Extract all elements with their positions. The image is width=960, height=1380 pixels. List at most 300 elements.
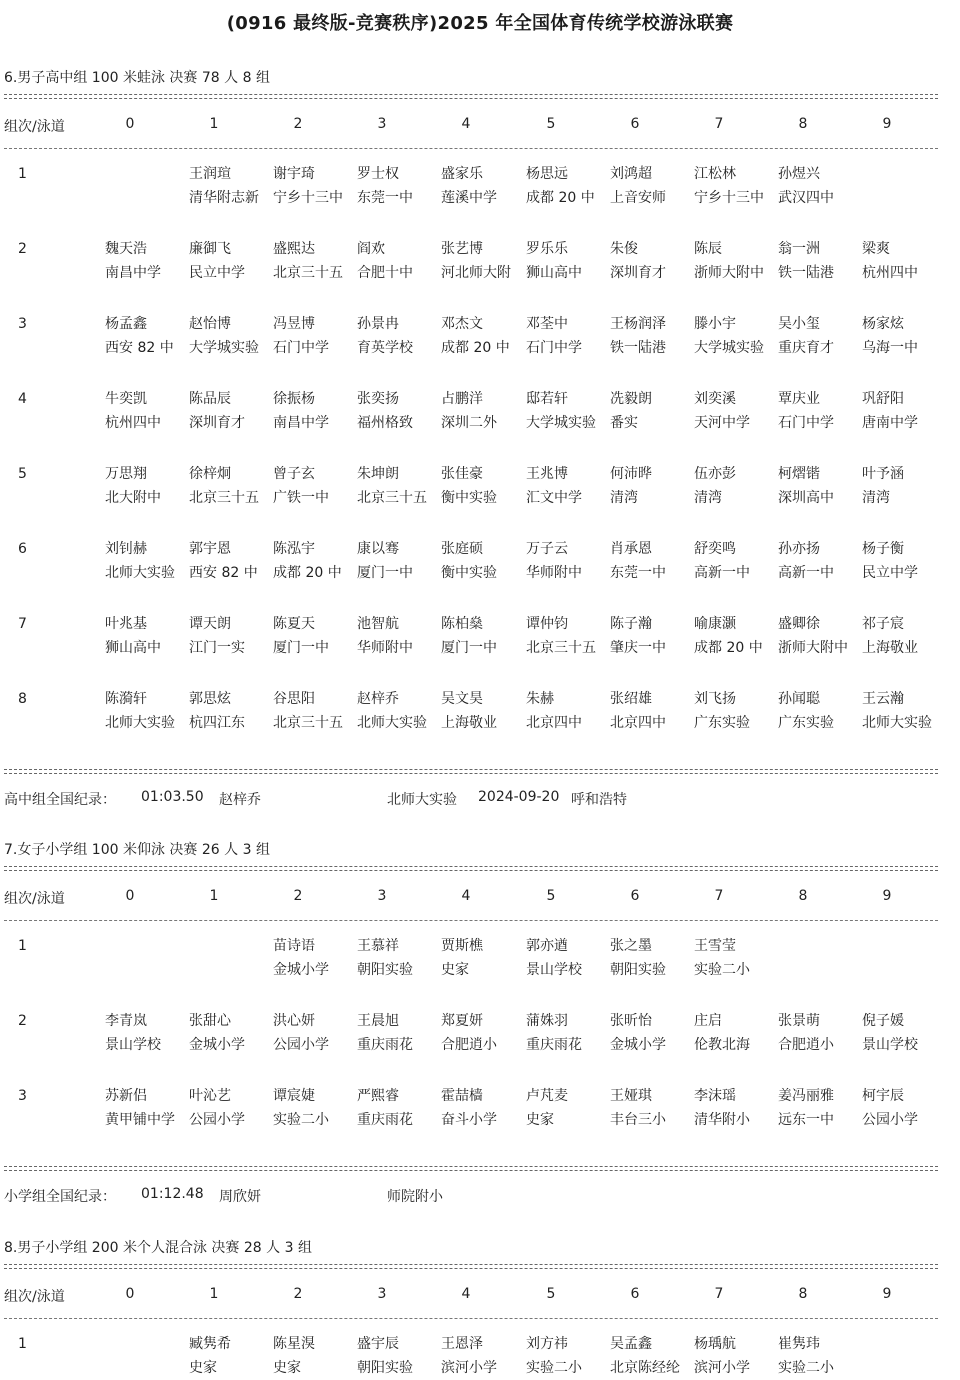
swimmer-entry <box>441 537 527 585</box>
record-holder: 周欣妍 <box>219 1189 261 1205</box>
swimmer-name: 洪心妍 <box>273 1013 315 1029</box>
lane-number: 8 <box>798 888 808 904</box>
swimmer-entry <box>526 162 612 210</box>
lane-number: 4 <box>461 1286 471 1302</box>
swimmer-school: 育英学校 <box>357 340 413 356</box>
swimmer-entry <box>862 687 948 735</box>
swimmer-school: 景山学校 <box>526 962 582 978</box>
swimmer-school: 厦门一中 <box>273 640 329 656</box>
swimmer-name: 王杨润泽 <box>610 316 666 332</box>
swimmer-school: 清湾 <box>694 490 722 506</box>
record-school: 北师大实验 <box>387 792 457 808</box>
rule-single <box>4 148 938 149</box>
swimmer-name: 陈漪轩 <box>105 691 147 707</box>
swimmer-school: 金城小学 <box>189 1037 245 1053</box>
swimmer-entry <box>189 612 275 660</box>
swimmer-name: 张之墨 <box>610 938 652 954</box>
swimmer-school: 广铁一中 <box>273 490 329 506</box>
swimmer-entry <box>189 237 275 285</box>
swimmer-entry <box>105 237 191 285</box>
swimmer-name: 陈泓宇 <box>273 541 315 557</box>
swimmer-entry <box>105 612 191 660</box>
swimmer-school: 江门一实 <box>189 640 245 656</box>
swimmer-school: 铁一陆港 <box>778 265 834 281</box>
record-date: 2024-09-20 <box>478 789 560 805</box>
swimmer-name: 吴孟鑫 <box>610 1336 652 1352</box>
swimmer-entry <box>778 537 864 585</box>
heat-number: 8 <box>18 691 27 707</box>
swimmer-school: 杭州四中 <box>862 265 918 281</box>
record-time: 01:12.48 <box>141 1186 204 1202</box>
swimmer-name: 万思翔 <box>105 466 147 482</box>
swimmer-entry <box>526 687 612 735</box>
swimmer-entry <box>778 462 864 510</box>
swimmer-entry <box>610 162 696 210</box>
swimmer-school: 成都 20 中 <box>526 190 595 206</box>
swimmer-entry <box>610 237 696 285</box>
swimmer-name: 蒲姝羽 <box>526 1013 568 1029</box>
swimmer-entry <box>273 312 359 360</box>
swimmer-school: 清华附小 <box>694 1112 750 1128</box>
swimmer-school: 武汉四中 <box>778 190 834 206</box>
swimmer-entry <box>189 162 275 210</box>
swimmer-school: 杭州四中 <box>105 415 161 431</box>
lane-number: 5 <box>546 116 556 132</box>
swimmer-school: 广东实验 <box>694 715 750 731</box>
swimmer-name: 柯宇辰 <box>862 1088 904 1104</box>
lane-number: 7 <box>714 1286 724 1302</box>
swimmer-entry <box>526 312 612 360</box>
swimmer-name: 严熙睿 <box>357 1088 399 1104</box>
swimmer-entry <box>778 1084 864 1132</box>
swimmer-school: 东莞一中 <box>357 190 413 206</box>
swimmer-school: 大学城实验 <box>189 340 259 356</box>
swimmer-name: 谷思阳 <box>273 691 315 707</box>
swimmer-name: 刘鸿超 <box>610 166 652 182</box>
swimmer-name: 张奕扬 <box>357 391 399 407</box>
swimmer-entry <box>862 462 948 510</box>
swimmer-entry <box>273 687 359 735</box>
heat-number: 1 <box>18 166 27 182</box>
swimmer-school: 金城小学 <box>273 962 329 978</box>
swimmer-entry <box>862 237 948 285</box>
swimmer-entry <box>778 1009 864 1057</box>
swimmer-entry <box>610 1009 696 1057</box>
swimmer-school: 北大附中 <box>105 490 161 506</box>
swimmer-name: 张艺博 <box>441 241 483 257</box>
lane-header-label: 组次/泳道 <box>4 119 65 135</box>
swimmer-name: 池智航 <box>357 616 399 632</box>
swimmer-name: 谭仲钧 <box>526 616 568 632</box>
lane-number: 3 <box>377 888 387 904</box>
swimmer-name: 谭宸婕 <box>273 1088 315 1104</box>
swimmer-name: 霍喆樯 <box>441 1088 483 1104</box>
swimmer-name: 王慕祥 <box>357 938 399 954</box>
swimmer-name: 杨子衡 <box>862 541 904 557</box>
heat-number: 2 <box>18 1013 27 1029</box>
heat-number: 3 <box>18 316 27 332</box>
swimmer-name: 邸若轩 <box>526 391 568 407</box>
rule-single <box>4 1318 938 1319</box>
swimmer-school: 北京三十五 <box>189 490 259 506</box>
rule-double <box>4 94 938 99</box>
swimmer-name: 冼毅朗 <box>610 391 652 407</box>
swimmer-school: 福州格致 <box>357 415 413 431</box>
swimmer-name: 陈品辰 <box>189 391 231 407</box>
swimmer-school: 华师附中 <box>357 640 413 656</box>
swimmer-school: 深圳育才 <box>189 415 245 431</box>
swimmer-school: 北京陈经纶 <box>610 1360 680 1376</box>
swimmer-school: 石门中学 <box>526 340 582 356</box>
swimmer-school: 东莞一中 <box>610 565 666 581</box>
swimmer-name: 谭天朗 <box>189 616 231 632</box>
lane-number: 2 <box>293 116 303 132</box>
swimmer-school: 肇庆一中 <box>610 640 666 656</box>
record-time: 01:03.50 <box>141 789 204 805</box>
swimmer-name: 王娅琪 <box>610 1088 652 1104</box>
lane-number: 3 <box>377 1286 387 1302</box>
swimmer-school: 乌海一中 <box>862 340 918 356</box>
swimmer-school: 北师大实验 <box>862 715 932 731</box>
swimmer-entry <box>273 387 359 435</box>
swimmer-entry <box>189 312 275 360</box>
swimmer-entry <box>189 687 275 735</box>
lane-number: 6 <box>630 116 640 132</box>
lane-number: 0 <box>125 116 135 132</box>
swimmer-name: 李沫瑶 <box>694 1088 736 1104</box>
swimmer-name: 吴小玺 <box>778 316 820 332</box>
swimmer-name: 孙亦扬 <box>778 541 820 557</box>
swimmer-school: 远东一中 <box>778 1112 834 1128</box>
swimmer-entry <box>526 387 612 435</box>
swimmer-name: 郭思炫 <box>189 691 231 707</box>
lane-number: 9 <box>882 1286 892 1302</box>
swimmer-school: 史家 <box>526 1112 554 1128</box>
lane-number: 1 <box>209 116 219 132</box>
swimmer-school: 实验二小 <box>526 1360 582 1376</box>
swimmer-entry <box>357 537 443 585</box>
swimmer-name: 冯昱博 <box>273 316 315 332</box>
swimmer-school: 衡中实验 <box>441 565 497 581</box>
swimmer-name: 臧隽希 <box>189 1336 231 1352</box>
swimmer-name: 王润瑄 <box>189 166 231 182</box>
lane-number: 2 <box>293 1286 303 1302</box>
swimmer-name: 赵梓乔 <box>357 691 399 707</box>
swimmer-entry <box>189 1084 275 1132</box>
swimmer-school: 北师大实验 <box>105 565 175 581</box>
swimmer-entry <box>778 312 864 360</box>
record-label: 高中组全国纪录： <box>4 792 116 808</box>
swimmer-name: 苗诗语 <box>273 938 315 954</box>
swimmer-name: 张绍雄 <box>610 691 652 707</box>
swimmer-entry <box>694 162 780 210</box>
swimmer-entry <box>778 612 864 660</box>
swimmer-school: 深圳二外 <box>441 415 497 431</box>
swimmer-name: 孙煜兴 <box>778 166 820 182</box>
swimmer-name: 肖承恩 <box>610 541 652 557</box>
swimmer-name: 陈夏天 <box>273 616 315 632</box>
swimmer-name: 柯熠锴 <box>778 466 820 482</box>
lane-number: 0 <box>125 1286 135 1302</box>
swimmer-name: 祁子宸 <box>862 616 904 632</box>
record-label: 小学组全国纪录： <box>4 1189 116 1205</box>
swimmer-name: 刘钊赫 <box>105 541 147 557</box>
swimmer-entry <box>610 462 696 510</box>
swimmer-school: 高新一中 <box>778 565 834 581</box>
swimmer-name: 孙闻聪 <box>778 691 820 707</box>
lane-number: 8 <box>798 1286 808 1302</box>
swimmer-school: 铁一陆港 <box>610 340 666 356</box>
swimmer-entry <box>694 1084 780 1132</box>
heat-number: 1 <box>18 1336 27 1352</box>
event-title: 6.男子高中组 100 米蛙泳 决赛 78 人 8 组 <box>4 70 270 86</box>
heat-number: 6 <box>18 541 27 557</box>
heat-number: 3 <box>18 1088 27 1104</box>
swimmer-entry <box>357 237 443 285</box>
swimmer-entry <box>862 537 948 585</box>
swimmer-name: 杨思远 <box>526 166 568 182</box>
swimmer-entry <box>441 687 527 735</box>
swimmer-school: 公园小学 <box>862 1112 918 1128</box>
swimmer-school: 北京三十五 <box>357 490 427 506</box>
swimmer-school: 河北师大附 <box>441 265 511 281</box>
swimmer-entry <box>694 687 780 735</box>
swimmer-school: 北京三十五 <box>273 715 343 731</box>
record-school: 师院附小 <box>387 1189 443 1205</box>
swimmer-school: 清华附志新 <box>189 190 259 206</box>
swimmer-school: 史家 <box>441 962 469 978</box>
record-holder: 赵梓乔 <box>219 792 261 808</box>
swimmer-school: 黄甲铺中学 <box>105 1112 175 1128</box>
swimmer-entry <box>441 934 527 982</box>
swimmer-entry <box>694 612 780 660</box>
swimmer-entry <box>526 612 612 660</box>
swimmer-entry <box>610 537 696 585</box>
swimmer-school: 南昌中学 <box>105 265 161 281</box>
rule-double <box>4 1264 938 1269</box>
swimmer-entry <box>357 934 443 982</box>
lane-number: 2 <box>293 888 303 904</box>
swimmer-school: 公园小学 <box>273 1037 329 1053</box>
swimmer-entry <box>357 312 443 360</box>
swimmer-entry <box>694 237 780 285</box>
swimmer-name: 牛奕凯 <box>105 391 147 407</box>
swimmer-name: 江松林 <box>694 166 736 182</box>
lane-number: 8 <box>798 116 808 132</box>
lane-number: 3 <box>377 116 387 132</box>
swimmer-school: 民立中学 <box>862 565 918 581</box>
swimmer-name: 叶兆基 <box>105 616 147 632</box>
swimmer-school: 宁乡十三中 <box>694 190 764 206</box>
swimmer-entry <box>778 162 864 210</box>
lane-number: 6 <box>630 1286 640 1302</box>
swimmer-entry <box>189 387 275 435</box>
heat-number: 2 <box>18 241 27 257</box>
heat-number: 4 <box>18 391 27 407</box>
swimmer-entry <box>778 237 864 285</box>
swimmer-entry <box>778 687 864 735</box>
swimmer-entry <box>273 612 359 660</box>
swimmer-name: 谢宇琦 <box>273 166 315 182</box>
swimmer-school: 浙师大附中 <box>694 265 764 281</box>
swimmer-school: 合肥逍小 <box>778 1037 834 1053</box>
swimmer-name: 郭宇恩 <box>189 541 231 557</box>
swimmer-name: 巩舒阳 <box>862 391 904 407</box>
swimmer-school: 华师附中 <box>526 565 582 581</box>
swimmer-entry <box>610 687 696 735</box>
swimmer-entry <box>105 1084 191 1132</box>
heat-number: 7 <box>18 616 27 632</box>
lane-number: 4 <box>461 116 471 132</box>
swimmer-name: 覃庆业 <box>778 391 820 407</box>
swimmer-school: 大学城实验 <box>526 415 596 431</box>
swimmer-school: 天河中学 <box>694 415 750 431</box>
swimmer-entry <box>273 1084 359 1132</box>
swimmer-name: 梁爽 <box>862 241 890 257</box>
swimmer-school: 狮山高中 <box>526 265 582 281</box>
lane-number: 5 <box>546 1286 556 1302</box>
swimmer-entry <box>273 934 359 982</box>
swimmer-school: 合肥逍小 <box>441 1037 497 1053</box>
swimmer-school: 石门中学 <box>778 415 834 431</box>
swimmer-school: 清湾 <box>862 490 890 506</box>
swimmer-name: 张甜心 <box>189 1013 231 1029</box>
swimmer-name: 徐振杨 <box>273 391 315 407</box>
swimmer-name: 盛家乐 <box>441 166 483 182</box>
swimmer-entry <box>273 537 359 585</box>
swimmer-name: 郑夏妍 <box>441 1013 483 1029</box>
swimmer-school: 成都 20 中 <box>441 340 510 356</box>
swimmer-name: 郭亦遒 <box>526 938 568 954</box>
swimmer-school: 重庆雨花 <box>526 1037 582 1053</box>
swimmer-entry <box>526 237 612 285</box>
swimmer-name: 邓荃中 <box>526 316 568 332</box>
swimmer-entry <box>610 1084 696 1132</box>
swimmer-name: 陈柏燊 <box>441 616 483 632</box>
swimmer-school: 重庆雨花 <box>357 1037 413 1053</box>
swimmer-entry <box>862 1009 948 1057</box>
event-title: 8.男子小学组 200 米个人混合泳 决赛 28 人 3 组 <box>4 1240 312 1256</box>
lane-number: 7 <box>714 888 724 904</box>
swimmer-name: 叶沁艺 <box>189 1088 231 1104</box>
swimmer-entry <box>610 312 696 360</box>
swimmer-name: 苏新侣 <box>105 1088 147 1104</box>
swimmer-entry <box>357 1084 443 1132</box>
swimmer-entry <box>694 387 780 435</box>
swimmer-entry <box>862 612 948 660</box>
lane-number: 5 <box>546 888 556 904</box>
swimmer-entry <box>694 312 780 360</box>
swimmer-entry <box>441 162 527 210</box>
swimmer-entry <box>526 934 612 982</box>
swimmer-school: 厦门一中 <box>441 640 497 656</box>
lane-number: 9 <box>882 888 892 904</box>
swimmer-school: 成都 20 中 <box>694 640 763 656</box>
swimmer-entry <box>610 612 696 660</box>
swimmer-name: 占鹏洋 <box>441 391 483 407</box>
lane-number: 0 <box>125 888 135 904</box>
swimmer-name: 陈子瀚 <box>610 616 652 632</box>
swimmer-name: 刘方祎 <box>526 1336 568 1352</box>
swimmer-school: 上海敬业 <box>862 640 918 656</box>
swimmer-school: 广东实验 <box>778 715 834 731</box>
swimmer-name: 徐梓炯 <box>189 466 231 482</box>
swimmer-school: 奋斗小学 <box>441 1112 497 1128</box>
swimmer-name: 杨瑀航 <box>694 1336 736 1352</box>
swimmer-entry <box>105 387 191 435</box>
swimmer-entry <box>357 462 443 510</box>
heat-number: 5 <box>18 466 27 482</box>
swimmer-name: 盛熙达 <box>273 241 315 257</box>
swimmer-school: 狮山高中 <box>105 640 161 656</box>
swimmer-name: 叶予涵 <box>862 466 904 482</box>
swimmer-name: 曾子玄 <box>273 466 315 482</box>
swimmer-name: 李青岚 <box>105 1013 147 1029</box>
swimmer-school: 滨河小学 <box>441 1360 497 1376</box>
swimmer-entry <box>189 462 275 510</box>
swimmer-entry <box>862 312 948 360</box>
swimmer-entry <box>441 237 527 285</box>
swimmer-school: 南昌中学 <box>273 415 329 431</box>
swimmer-entry <box>610 387 696 435</box>
swimmer-entry <box>105 312 191 360</box>
record-place: 呼和浩特 <box>571 792 627 808</box>
swimmer-name: 魏天浩 <box>105 241 147 257</box>
swimmer-name: 王雪莹 <box>694 938 736 954</box>
swimmer-entry <box>862 1084 948 1132</box>
swimmer-entry <box>694 934 780 982</box>
swimmer-name: 阎欢 <box>357 241 385 257</box>
swimmer-school: 清湾 <box>610 490 638 506</box>
swimmer-school: 伦教北海 <box>694 1037 750 1053</box>
swimmer-name: 陈辰 <box>694 241 722 257</box>
swimmer-name: 王晨旭 <box>357 1013 399 1029</box>
swimmer-name: 张佳豪 <box>441 466 483 482</box>
swimmer-name: 盛卿徐 <box>778 616 820 632</box>
swimmer-name: 张昕怡 <box>610 1013 652 1029</box>
swimmer-name: 罗士权 <box>357 166 399 182</box>
swimmer-name: 刘飞扬 <box>694 691 736 707</box>
lane-number: 1 <box>209 888 219 904</box>
swimmer-school: 北师大实验 <box>357 715 427 731</box>
swimmer-school: 朝阳实验 <box>610 962 666 978</box>
swimmer-school: 朝阳实验 <box>357 962 413 978</box>
swimmer-entry <box>105 462 191 510</box>
swimmer-school: 上音安师 <box>610 190 666 206</box>
swimmer-entry <box>526 1009 612 1057</box>
swimmer-school: 景山学校 <box>105 1037 161 1053</box>
swimmer-name: 罗乐乐 <box>526 241 568 257</box>
swimmer-school: 合肥十中 <box>357 265 413 281</box>
heat-number: 1 <box>18 938 27 954</box>
swimmer-name: 刘奕溪 <box>694 391 736 407</box>
lane-number: 4 <box>461 888 471 904</box>
swimmer-name: 舒奕鸣 <box>694 541 736 557</box>
swimmer-entry <box>357 162 443 210</box>
document-title: (0916 最终版-竞赛秩序)2025 年全国体育传统学校游泳联赛 <box>226 13 734 34</box>
swimmer-school: 上海敬业 <box>441 715 497 731</box>
swimmer-school: 唐南中学 <box>862 415 918 431</box>
swimmer-name: 张庭硕 <box>441 541 483 557</box>
swimmer-name: 王恩泽 <box>441 1336 483 1352</box>
swimmer-school: 厦门一中 <box>357 565 413 581</box>
swimmer-entry <box>694 462 780 510</box>
swimmer-name: 庄启 <box>694 1013 722 1029</box>
swimmer-school: 实验二小 <box>273 1112 329 1128</box>
swimmer-entry <box>441 387 527 435</box>
swimmer-school: 景山学校 <box>862 1037 918 1053</box>
rule-double <box>4 1166 938 1171</box>
